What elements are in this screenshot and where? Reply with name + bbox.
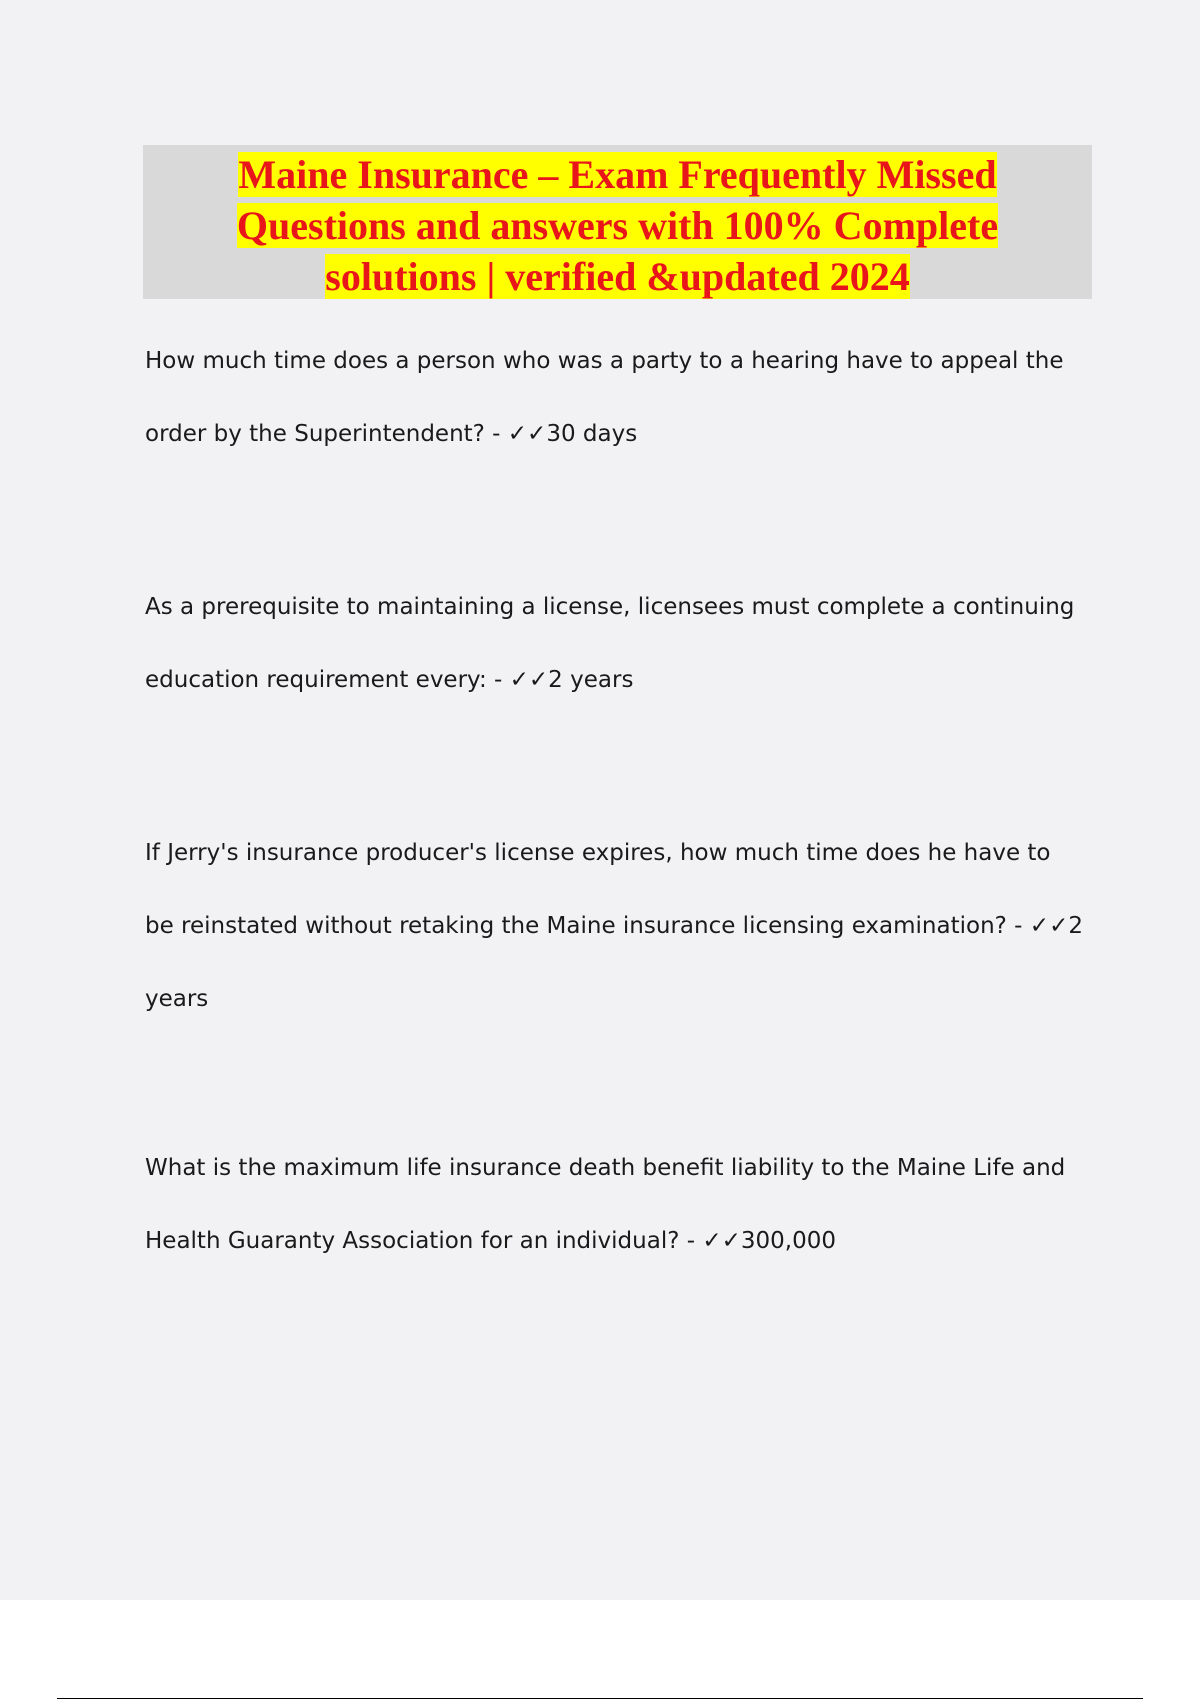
- question-answer-item: If Jerry's insurance producer's license expires, how much time does he have to be reinstated without retaking the Maine insurance licensing examination? - ✓✓2 years: [145, 840, 1083, 1012]
- question-answer-item: What is the maximum life insurance death benefit liability to the Maine Life and Health Guaranty Association for an individual? - ✓✓300,000: [145, 1155, 1066, 1254]
- document-title: [188, 149, 1048, 302]
- question-answer-item: How much time does a person who was a party to a hearing have to appeal the order by the Superintendent? - ✓✓30 days: [145, 348, 1064, 447]
- title-banner: [143, 145, 1092, 299]
- footer-divider: [57, 1698, 1143, 1699]
- question-answer-item: As a prerequisite to maintaining a license, licensees must complete a continuing education requirement every: - ✓✓2 years: [145, 594, 1075, 693]
- document-title-text: Maine Insurance – Exam Frequently Missed Questions and answers with 100% Complete solutions | verified &updated 2024: [236, 152, 999, 299]
